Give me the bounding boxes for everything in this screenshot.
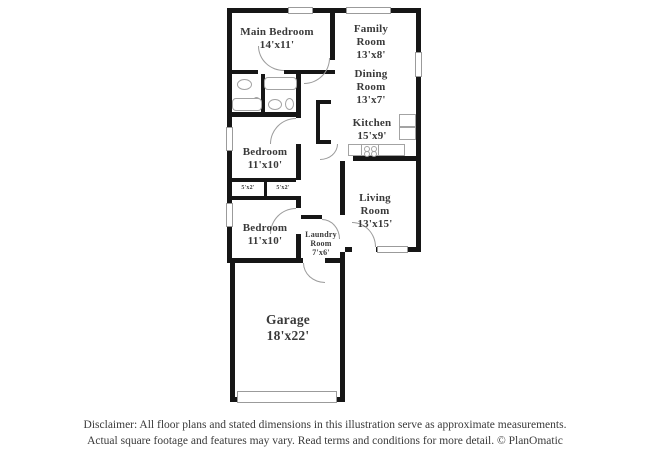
window [377,246,408,253]
room-label-main-bedroom [237,26,317,52]
room-dims: 13'x15' [357,217,393,230]
wall [296,200,301,208]
wall [316,100,331,104]
stove-burner-icon [371,151,377,157]
room-dims: 11'x10' [247,158,283,171]
wall [340,252,345,402]
room-name: Garage [266,312,310,327]
room-name: Bedroom [242,222,288,234]
door-arc-bedroom-upper [270,118,296,144]
room-dims: 15'x9' [357,129,387,142]
room-dims: 13'x7' [356,93,386,106]
bathtub-icon [264,77,297,90]
room-name: Main Bedroom [240,26,314,38]
room-dims: 14'x11' [259,38,295,51]
room-dims: 18'x22' [266,328,310,344]
wall [232,70,258,74]
window [346,7,391,14]
wall [345,247,352,252]
room-name: Dining Room [354,68,388,93]
toilet-icon [285,98,294,110]
room-dims: 11'x10' [247,234,283,247]
garage-door [237,391,337,403]
room-label-living-room [345,192,405,231]
room-name: Kitchen [352,117,392,129]
sink-icon [237,79,252,90]
wall [301,215,322,219]
wall [264,182,267,196]
disclaimer-line-1: Disclaimer: All floor plans and stated dimensions in this illustration serve as approximate measurements. [83,419,567,431]
wall [227,8,421,13]
wall [227,196,301,200]
room-label-bedroom-lower [225,222,305,248]
sink-icon [268,99,282,110]
door-arc-main-bedroom [304,58,330,84]
room-name: Family Room [353,23,389,48]
wall [330,13,335,60]
window [288,7,313,14]
room-label-laundry [297,230,345,258]
room-label-bedroom-upper [225,146,305,172]
wall [227,112,301,117]
wall [230,263,235,402]
wall [316,100,320,144]
bathtub-icon [232,98,262,111]
stove-burner-icon [364,151,370,157]
wall [416,8,421,252]
room-name: Bedroom [242,146,288,158]
room-label-kitchen [337,117,407,143]
room-dims: 5'x2' [276,185,290,191]
room-name: Laundry Room [305,230,337,249]
room-label-dining-room [341,68,401,107]
wall [227,258,303,263]
room-dims: 13'x8' [356,48,386,61]
room-label-closet-right [271,185,295,191]
room-label-garage [243,312,333,344]
disclaimer-line-2: Actual square footage and features may vary. Read terms and conditions for more detail. © PlanOmatic [87,435,563,447]
door-arc-garage-entry [303,263,325,283]
room-dims: 7'x6' [312,248,330,258]
room-label-family-room [341,23,401,62]
room-name: Living Room [359,192,391,217]
room-label-closet-left [236,185,260,191]
room-dims: 5'x2' [241,185,255,191]
wall [353,156,421,161]
door-arc-kitchen [320,144,338,160]
window [415,52,422,77]
